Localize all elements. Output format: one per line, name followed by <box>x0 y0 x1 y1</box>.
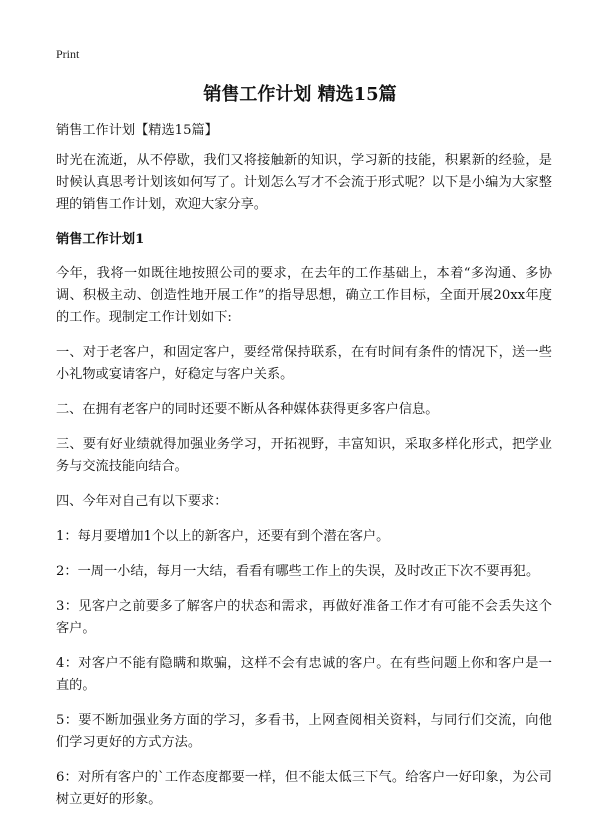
document-subtitle: 销售工作计划【精选15篇】 <box>56 123 218 138</box>
print-label: Print <box>56 47 80 61</box>
document-body <box>56 120 552 824</box>
requirement-2: 2：一周一小结，每月一大结，看看有哪些工作上的失误，及时改正下次不要再犯。 <box>56 564 540 579</box>
paragraph-item-2: 二、在拥有老客户的同时还要不断从各种媒体获得更多客户信息。 <box>56 402 439 417</box>
requirement-1: 1：每月要增加1个以上的新客户，还要有到个潜在客户。 <box>56 529 390 544</box>
paragraph-item-3: 三、要有好业绩就得加强业务学习，开拓视野，丰富知识，采取多样化形式，把学业务与交流技能向结合。 <box>56 437 552 474</box>
intro-paragraph: 时光在流逝，从不停歇，我们又将接触新的知识，学习新的技能，积累新的经验，是时候认真思考计划该如何写了。计划怎么写才不会流于形式呢？以下是小编为大家整理的销售工作计划，欢迎大家分享。 <box>56 153 552 212</box>
document-title: 销售工作计划 精选15篇 <box>203 84 397 105</box>
requirement-4: 4：对客户不能有隐瞒和欺骗，这样不会有忠诚的客户。在有些问题上你和客户是一直的。 <box>56 656 552 693</box>
requirement-5: 5：要不断加强业务方面的学习，多看书，上网查阅相关资料，与同行们交流，向他们学习更好的方式方法。 <box>56 713 552 750</box>
paragraph-item-1: 一、对于老客户，和固定客户，要经常保持联系，在有时间有条件的情况下，送一些小礼物或宴请客户，好稳定与客户关系。 <box>56 345 552 382</box>
section-heading: 销售工作计划1 <box>56 232 145 247</box>
paragraph-intro-plan: 今年，我将一如既往地按照公司的要求，在去年的工作基础上，本着“多沟通、多协调、积极主动、创造性地开展工作”的指导思想，确立工作目标，全面开展20xx年度的工作。现制定工作计划如下: <box>56 266 552 325</box>
requirement-6: 6：对所有客户的`工作态度都要一样，但不能太低三下气。给客户一好印象，为公司树立更好的形象。 <box>56 770 552 807</box>
paragraph-item-4: 四、今年对自己有以下要求： <box>56 494 228 509</box>
requirement-3: 3：见客户之前要多了解客户的状态和需求，再做好准备工作才有可能不会丢失这个客户。 <box>56 599 552 636</box>
